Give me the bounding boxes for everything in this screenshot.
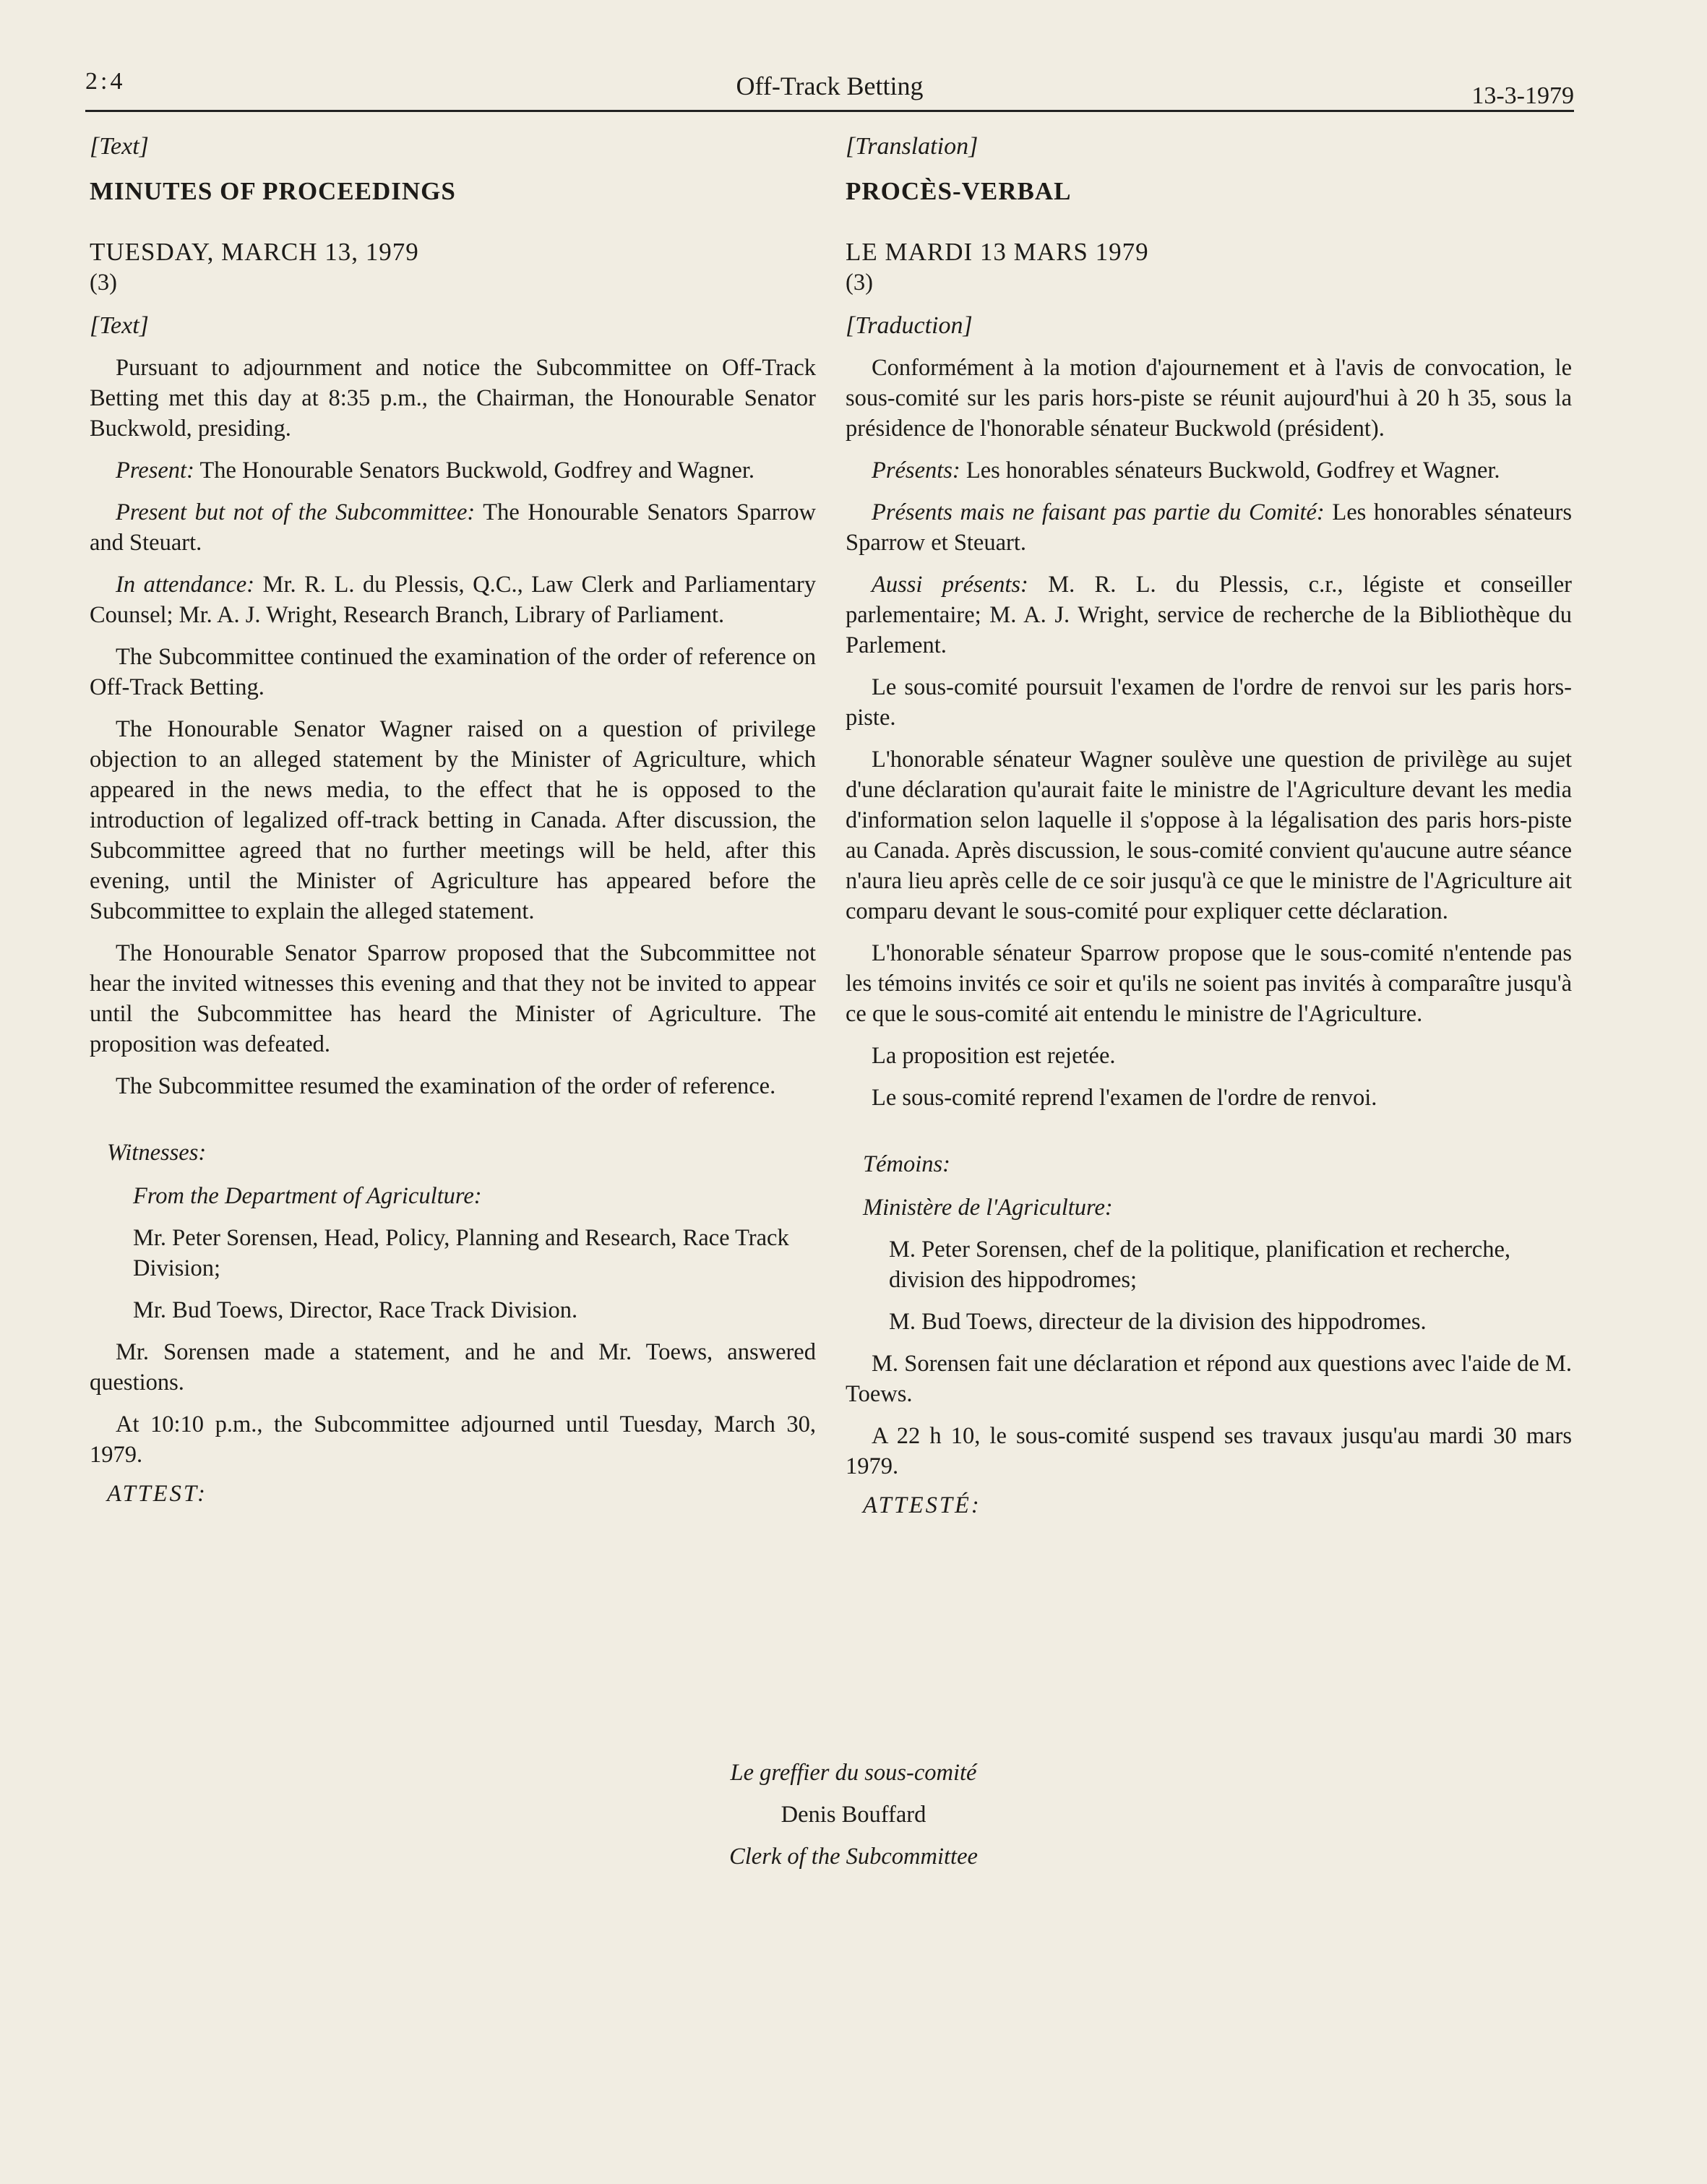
meeting-date: LE MARDI 13 MARS 1979: [846, 238, 1149, 266]
page-number: 2:4: [85, 68, 126, 95]
paragraph: L'honorable sénateur Sparrow propose que le sous-comité n'entende pas les témoins invités ce soir et qu'ils ne soient pas invités à comparaître jusqu'à ce que le sous-comité ait entendu le ministre de l'Agriculture.: [846, 940, 1572, 1027]
meeting-number: (3): [846, 270, 873, 296]
clerk-name: Denis Bouffard: [781, 1802, 926, 1828]
text-marker: [Text]: [90, 312, 149, 339]
attendance-paragraph: [90, 569, 816, 630]
attest-label: ATTEST:: [107, 1481, 208, 1507]
department-label: From the Department of Agriculture:: [133, 1183, 482, 1209]
clerk-title-fr: Le greffier du sous-comité: [730, 1760, 977, 1786]
opening-paragraph: Conformément à la motion d'ajournement et à l'avis de convocation, le sous-comité sur les paris hors-piste se réunit aujourd'hui à 20 h 35, sous la présidence de l'honorable sénateur Buckwold (président).: [846, 355, 1572, 442]
paragraph: Le sous-comité poursuit l'examen de l'ordre de renvoi sur les paris hors-piste.: [846, 674, 1572, 731]
witness-item: M. Peter Sorensen, chef de la politique, planification et recherche, division des hippodromes;: [889, 1237, 1511, 1293]
witness-item: Mr. Bud Toews, Director, Race Track Division.: [133, 1297, 578, 1323]
page-header: [85, 64, 1574, 112]
french-column: [846, 132, 1572, 1521]
present-text: The Honourable Senators Buckwold, Godfrey and Wagner.: [194, 457, 755, 483]
present-not-label: Présents mais ne faisant pas partie du Comité:: [872, 499, 1325, 525]
witness-item: M. Bud Toews, directeur de la division des hippodromes.: [889, 1309, 1427, 1335]
department-label: Ministère de l'Agriculture:: [863, 1195, 1113, 1221]
text-marker: [Traduction]: [846, 312, 973, 339]
adjournment-paragraph: At 10:10 p.m., the Subcommittee adjourned until Tuesday, March 30, 1979.: [90, 1411, 816, 1468]
adjournment-paragraph: A 22 h 10, le sous-comité suspend ses travaux jusqu'au mardi 30 mars 1979.: [846, 1423, 1572, 1479]
paragraph: The Honourable Senator Sparrow proposed that the Subcommittee not hear the invited witnesses this evening and that they not be invited to appear until the Subcommittee has heard the Minister of Agriculture. The proposition was defeated.: [90, 940, 816, 1057]
witnesses-label: Witnesses:: [107, 1140, 207, 1166]
running-title: Off-Track Betting: [736, 72, 924, 100]
attendance-text: Mr. R. L. du Plessis, Q.C., Law Clerk and Parliamentary Counsel; Mr. A. J. Wright, Research Branch, Library of Parliament.: [90, 572, 816, 628]
witness-item: Mr. Peter Sorensen, Head, Policy, Planning and Research, Race Track Division;: [133, 1225, 789, 1281]
minutes-heading: MINUTES OF PROCEEDINGS: [90, 177, 456, 205]
meeting-date: TUESDAY, MARCH 13, 1979: [90, 238, 419, 266]
paragraph: La proposition est rejetée.: [872, 1043, 1116, 1069]
text-marker: [Text]: [90, 133, 149, 160]
present-label: Present:: [116, 457, 194, 483]
paragraph: Mr. Sorensen made a statement, and he and Mr. Toews, answered questions.: [90, 1339, 816, 1396]
english-column: [90, 132, 816, 1509]
present-not-text: Les honorables sénateurs Sparrow et Steuart.: [846, 499, 1573, 556]
paragraph: Le sous-comité reprend l'examen de l'ordre de renvoi.: [872, 1085, 1377, 1111]
present-not-paragraph: [90, 497, 816, 558]
present-not-paragraph: [846, 497, 1572, 558]
paragraph: The Subcommittee resumed the examination of the order of reference.: [116, 1073, 776, 1099]
attendance-text: M. R. L. du Plessis, c.r., légiste et conseiller parlementaire; M. A. J. Wright, service de recherche de la Bibliothèque du Parlement.: [846, 572, 1573, 658]
witnesses-label: Témoins:: [863, 1151, 950, 1177]
paragraph: The Subcommittee continued the examination of the order of reference on Off-Track Betting.: [90, 644, 816, 700]
minutes-heading: PROCÈS-VERBAL: [846, 177, 1072, 205]
signature-block: [0, 1752, 1707, 1878]
present-not-text: The Honourable Senators Sparrow and Steuart.: [90, 499, 816, 556]
paragraph: M. Sorensen fait une déclaration et répond aux questions avec l'aide de M. Toews.: [846, 1351, 1572, 1407]
present-not-label: Present but not of the Subcommittee:: [116, 499, 476, 525]
text-marker: [Translation]: [846, 133, 979, 160]
opening-paragraph: Pursuant to adjournment and notice the Subcommittee on Off-Track Betting met this day at 8:35 p.m., the Chairman, the Honourable Senator Buckwold, presiding.: [90, 355, 816, 442]
meeting-number: (3): [90, 270, 117, 296]
paragraph: The Honourable Senator Wagner raised on a question of privilege objection to an alleged statement by the Minister of Agriculture, which appeared in the news media, to the effect that he is opposed to the introduction of legalized off-track betting in Canada. After discussion, the Subcommittee agreed that no further meetings will be held, after this evening, until the Minister of Agriculture has appeared before the Subcommittee to explain the alleged statement.: [90, 716, 816, 924]
present-paragraph: [90, 455, 816, 486]
attest-label: ATTESTÉ:: [863, 1492, 981, 1518]
attendance-label: In attendance:: [116, 572, 255, 598]
attendance-label: Aussi présents:: [872, 572, 1028, 598]
clerk-title-en: Clerk of the Subcommittee: [729, 1844, 978, 1870]
present-label: Présents:: [872, 457, 960, 483]
attendance-paragraph: [846, 569, 1572, 661]
header-date: 13-3-1979: [1471, 82, 1574, 109]
present-text: Les honorables sénateurs Buckwold, Godfrey et Wagner.: [960, 457, 1500, 483]
present-paragraph: [846, 455, 1572, 486]
paragraph: L'honorable sénateur Wagner soulève une question de privilège au sujet d'une déclaration qu'aurait faite le ministre de l'Agriculture devant les media d'information selon laquelle il s'oppose à la légalisation des paris hors-piste au Canada. Après discussion, le sous-comité convient qu'aucune autre séance n'aura lieu après celle de ce soir jusqu'à ce que le ministre de l'Agriculture ait comparu devant le sous-comité pour expliquer cette déclaration.: [846, 747, 1572, 924]
